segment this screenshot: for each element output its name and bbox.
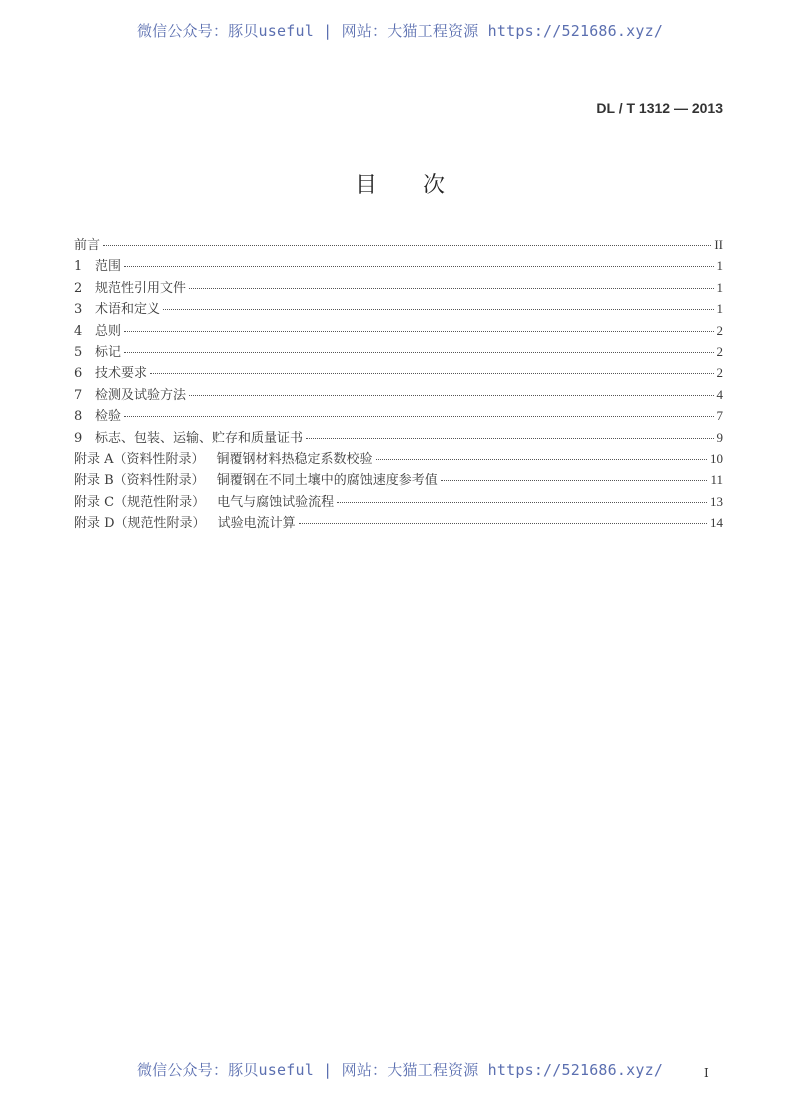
toc-page-number: 2	[716, 365, 723, 381]
toc-label: 前言	[74, 238, 101, 253]
toc-entry-appendix-c[interactable]	[74, 491, 723, 512]
toc-section-number: 5	[74, 344, 83, 360]
toc-entry-4[interactable]	[74, 320, 723, 341]
toc-leader-dots	[306, 438, 713, 439]
toc-section-number: 2	[74, 280, 83, 296]
toc-label: 附录 B（资料性附录）	[74, 473, 205, 489]
toc-label: 检测及试验方法	[95, 387, 187, 403]
toc-page-number: 13	[710, 493, 723, 509]
toc-label: 检验	[95, 409, 122, 425]
toc-entry-3[interactable]	[74, 298, 723, 319]
watermark-bottom: 微信公众号：豚贝useful | 网站：大猫工程资源 https://521686.xyz/	[136, 1061, 664, 1079]
toc-leader-dots	[150, 373, 713, 374]
toc-section-number: 8	[74, 409, 83, 425]
toc-entry-9[interactable]	[74, 427, 723, 448]
table-of-contents	[74, 234, 723, 533]
toc-section-number: 4	[74, 323, 83, 339]
toc-section-number: 6	[74, 366, 83, 382]
toc-entry-foreword[interactable]	[74, 234, 723, 255]
toc-leader-dots	[337, 502, 707, 503]
toc-page-number: 1	[716, 258, 723, 274]
toc-leader-dots	[441, 480, 708, 481]
toc-page-number: 7	[716, 408, 723, 424]
page-title: 目次	[354, 173, 491, 198]
watermark-top: 微信公众号：豚贝useful | 网站：大猫工程资源 https://521686.xyz/	[136, 22, 664, 40]
toc-page-number: 11	[710, 472, 723, 488]
toc-appendix-title: 电气与腐蚀试验流程	[217, 494, 335, 510]
toc-page-number: II	[714, 237, 723, 252]
toc-appendix-title: 铜覆钢材料热稳定系数校验	[216, 451, 373, 467]
toc-label: 附录 C（规范性附录）	[74, 494, 206, 510]
toc-leader-dots	[376, 459, 707, 460]
toc-leader-dots	[124, 352, 713, 353]
toc-section-number: 3	[74, 302, 83, 318]
toc-label: 总则	[95, 323, 122, 339]
toc-leader-dots	[299, 523, 707, 524]
toc-page-number: 1	[716, 301, 723, 317]
toc-entry-appendix-b[interactable]	[74, 469, 723, 490]
toc-entry-2[interactable]	[74, 277, 723, 298]
toc-leader-dots	[124, 416, 713, 417]
toc-leader-dots	[124, 331, 713, 332]
toc-leader-dots	[163, 309, 713, 310]
toc-label: 附录 D（规范性附录）	[74, 516, 206, 532]
toc-page-number: 10	[710, 450, 723, 466]
toc-page-number: 4	[716, 386, 723, 402]
toc-label: 规范性引用文件	[95, 280, 187, 296]
toc-leader-dots	[189, 288, 713, 289]
toc-page-number: 2	[716, 322, 723, 338]
toc-entry-1[interactable]	[74, 255, 723, 276]
toc-page-number: 1	[716, 279, 723, 295]
toc-leader-dots	[103, 245, 711, 246]
toc-page-number: 2	[716, 343, 723, 359]
toc-label: 标志、包装、运输、贮存和质量证书	[95, 430, 304, 446]
toc-entry-7[interactable]	[74, 384, 723, 405]
toc-label: 范围	[95, 259, 122, 275]
toc-label: 附录 A（资料性附录）	[74, 451, 205, 467]
toc-page-number: 14	[710, 515, 723, 531]
toc-entry-appendix-d[interactable]	[74, 512, 723, 533]
toc-section-number: 9	[74, 430, 83, 446]
toc-entry-5[interactable]	[74, 341, 723, 362]
toc-page-number: 9	[716, 429, 723, 445]
toc-leader-dots	[189, 395, 713, 396]
document-code: DL / T 1312 — 2013	[596, 100, 723, 116]
toc-appendix-title: 试验电流计算	[217, 516, 296, 532]
toc-appendix-title: 铜覆钢在不同土壤中的腐蚀速度参考值	[216, 473, 438, 489]
toc-section-number: 1	[74, 259, 83, 275]
toc-label: 标记	[95, 344, 122, 360]
toc-section-number: 7	[74, 387, 83, 403]
page-number: I	[704, 1066, 709, 1080]
toc-entry-6[interactable]	[74, 362, 723, 383]
toc-entry-appendix-a[interactable]	[74, 448, 723, 469]
toc-entry-8[interactable]	[74, 405, 723, 426]
toc-leader-dots	[124, 266, 713, 267]
toc-label: 技术要求	[95, 366, 148, 382]
toc-label: 术语和定义	[95, 302, 161, 318]
